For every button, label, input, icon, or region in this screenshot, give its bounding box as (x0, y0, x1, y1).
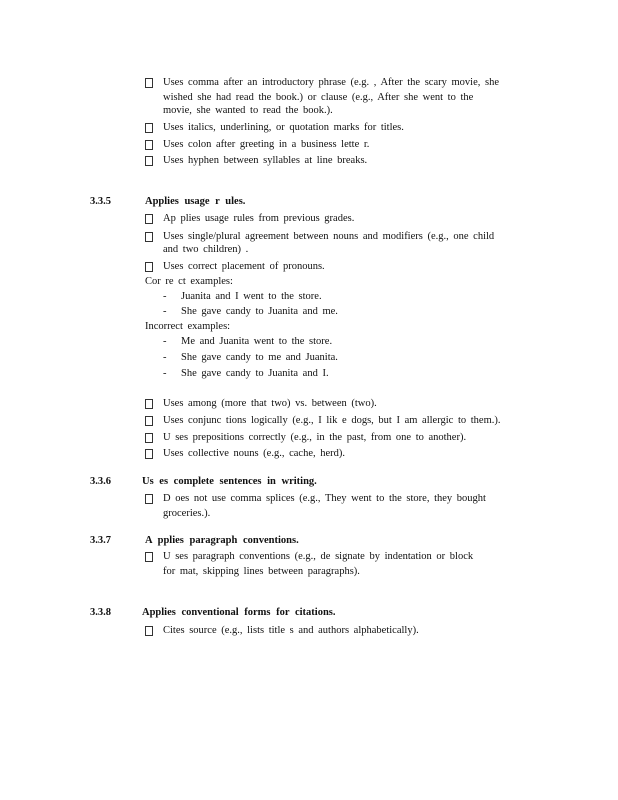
dash: - (163, 336, 167, 347)
section-heading: Us es complete sentences in writing. (142, 476, 317, 487)
bullet-line: groceries.). (163, 508, 211, 519)
correct-examples-label: Cor re ct examples: (145, 276, 233, 287)
bullet-line: Uses italics, underlining, or quotation marks for titles. (163, 122, 404, 133)
section-number: 3.3.8 (90, 607, 111, 618)
dash: - (163, 291, 167, 302)
bullet-line: movie, she wanted to read the book.). (163, 105, 333, 116)
bullet-box-icon (145, 494, 153, 504)
bullet-box-icon (145, 123, 153, 133)
example-line: Me and Juanita went to the store. (181, 336, 333, 347)
bullet-line: Uses correct placement of pronouns. (163, 261, 325, 272)
bullet-line: D oes not use comma splices (e.g., They went to the store, they bought (163, 493, 486, 504)
bullet-box-icon (145, 433, 153, 443)
bullet-box-icon (145, 214, 153, 224)
section-heading: A pplies paragraph conventions. (145, 535, 299, 546)
section-heading: Applies conventional forms for citations. (142, 607, 336, 618)
bullet-line: Uses collective nouns (e.g., cache, herd). (163, 448, 346, 459)
dash: - (163, 368, 167, 379)
bullet-line: wished she had read the book.) or clause (e.g., After she went to the (163, 92, 474, 103)
bullet-box-icon (145, 399, 153, 409)
bullet-box-icon (145, 140, 153, 150)
dash: - (163, 306, 167, 317)
bullet-line: Uses comma after an introductory phrase (e.g. , After the scary movie, she (163, 77, 499, 88)
bullet-box-icon (145, 416, 153, 426)
section-number: 3.3.7 (90, 535, 111, 546)
bullet-box-icon (145, 552, 153, 562)
example-line: She gave candy to Juanita and me. (181, 306, 338, 317)
bullet-line: Ap plies usage rules from previous grades. (163, 213, 355, 224)
incorrect-examples-label: Incorrect examples: (145, 321, 231, 332)
bullet-line: and two children) . (163, 244, 249, 255)
bullet-line: U ses prepositions correctly (e.g., in the past, from one to another). (163, 432, 467, 443)
bullet-line: Uses among (more that two) vs. between (two). (163, 398, 377, 409)
example-line: She gave candy to me and Juanita. (181, 352, 338, 363)
bullet-box-icon (145, 449, 153, 459)
bullet-box-icon (145, 262, 153, 272)
example-line: She gave candy to Juanita and I. (181, 368, 329, 379)
section-number: 3.3.6 (90, 476, 111, 487)
bullet-box-icon (145, 626, 153, 636)
bullet-line: Uses hyphen between syllables at line breaks. (163, 155, 368, 166)
example-line: Juanita and I went to the store. (181, 291, 322, 302)
bullet-box-icon (145, 78, 153, 88)
bullet-line: Uses single/plural agreement between nouns and modifiers (e.g., one child (163, 231, 495, 242)
bullet-line: U ses paragraph conventions (e.g., de signate by indentation or block (163, 551, 474, 562)
bullet-box-icon (145, 156, 153, 166)
section-heading: Applies usage r ules. (145, 196, 246, 207)
bullet-line: for mat, skipping lines between paragraphs). (163, 566, 360, 577)
dash: - (163, 352, 167, 363)
bullet-line: Cites source (e.g., lists title s and authors alphabetically). (163, 625, 419, 636)
section-number: 3.3.5 (90, 196, 111, 207)
bullet-box-icon (145, 232, 153, 242)
bullet-line: Uses conjunc tions logically (e.g., I lik e dogs, but I am allergic to them.). (163, 415, 501, 426)
bullet-line: Uses colon after greeting in a business lette r. (163, 139, 370, 150)
